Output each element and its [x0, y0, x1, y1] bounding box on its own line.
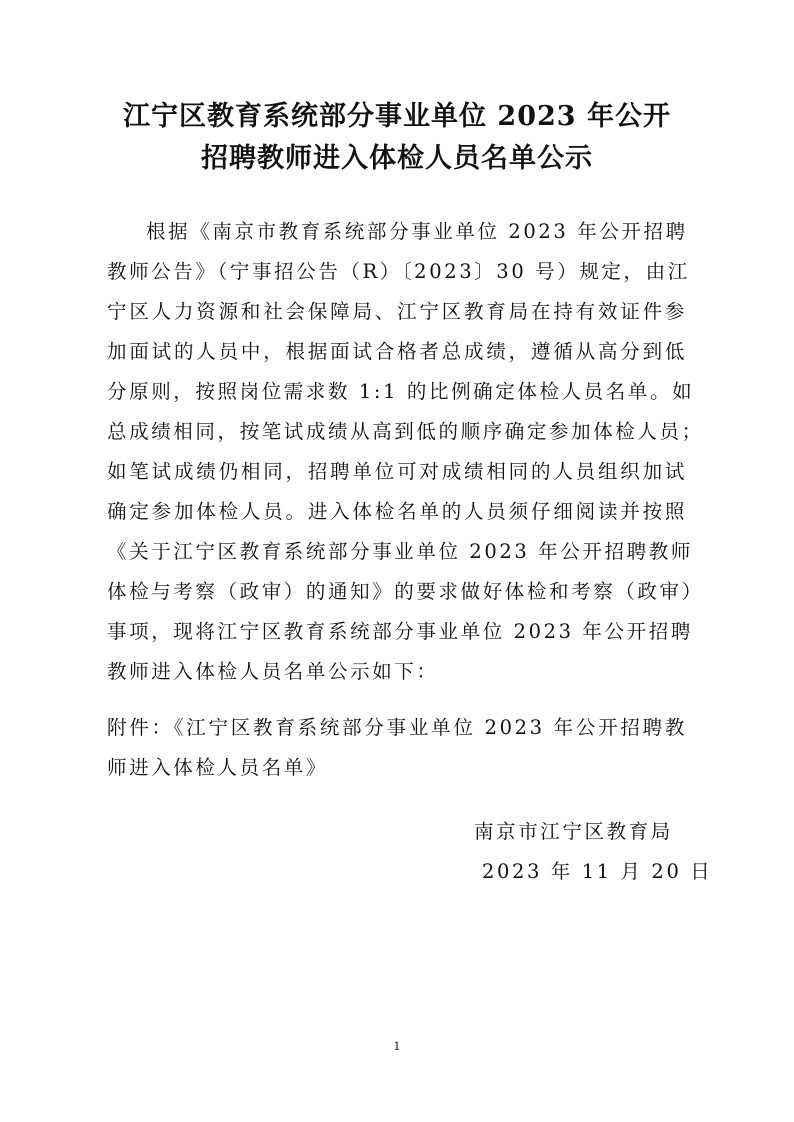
attachment-line: 附件：《江宁区教育系统部分事业单位 2023 年公开招聘教: [107, 716, 687, 739]
body-paragraph-line: 加面试的人员中，根据面试合格者总成绩，遵循从高分到低: [107, 340, 687, 363]
body-paragraph-line: 如笔试成绩仍相同，招聘单位可对成绩相同的人员组织加试: [107, 460, 687, 483]
body-paragraph-line: 教师进入体检人员名单公示如下：: [107, 660, 439, 683]
body-paragraph-line: 总成绩相同，按笔试成绩从高到低的顺序确定参加体检人员；: [107, 420, 704, 443]
page-title-line-2: 招聘教师进入体检人员名单公示: [201, 143, 593, 174]
body-paragraph-line: 体检与考察（政审）的通知》的要求做好体检和考察（政审）: [107, 580, 704, 603]
body-paragraph-line: 事项，现将江宁区教育系统部分事业单位 2023 年公开招聘: [107, 620, 693, 643]
body-paragraph-line: 确定参加体检人员。进入体检名单的人员须仔细阅读并按照: [107, 500, 687, 523]
attachment-line: 师进入体检人员名单》: [107, 756, 329, 779]
body-paragraph-line: 分原则，按照岗位需求数 1:1 的比例确定体检人员名单。如: [107, 380, 695, 403]
signature-date: 2023 年 11 月 20 日: [482, 860, 713, 883]
page-title-line-1: 江宁区教育系统部分事业单位 2023 年公开: [123, 101, 671, 132]
page-number: 1: [393, 1040, 401, 1053]
body-paragraph-line: 《关于江宁区教育系统部分事业单位 2023 年公开招聘教师: [107, 540, 693, 563]
body-paragraph-line: 根据《南京市教育系统部分事业单位 2023 年公开招聘: [146, 220, 688, 243]
signature-organization: 南京市江宁区教育局: [474, 820, 673, 843]
body-paragraph-line: 教师公告》（宁事招公告（R）〔2023〕30 号）规定，由江: [107, 260, 690, 283]
body-paragraph-line: 宁区人力资源和社会保障局、江宁区教育局在持有效证件参: [107, 300, 687, 323]
